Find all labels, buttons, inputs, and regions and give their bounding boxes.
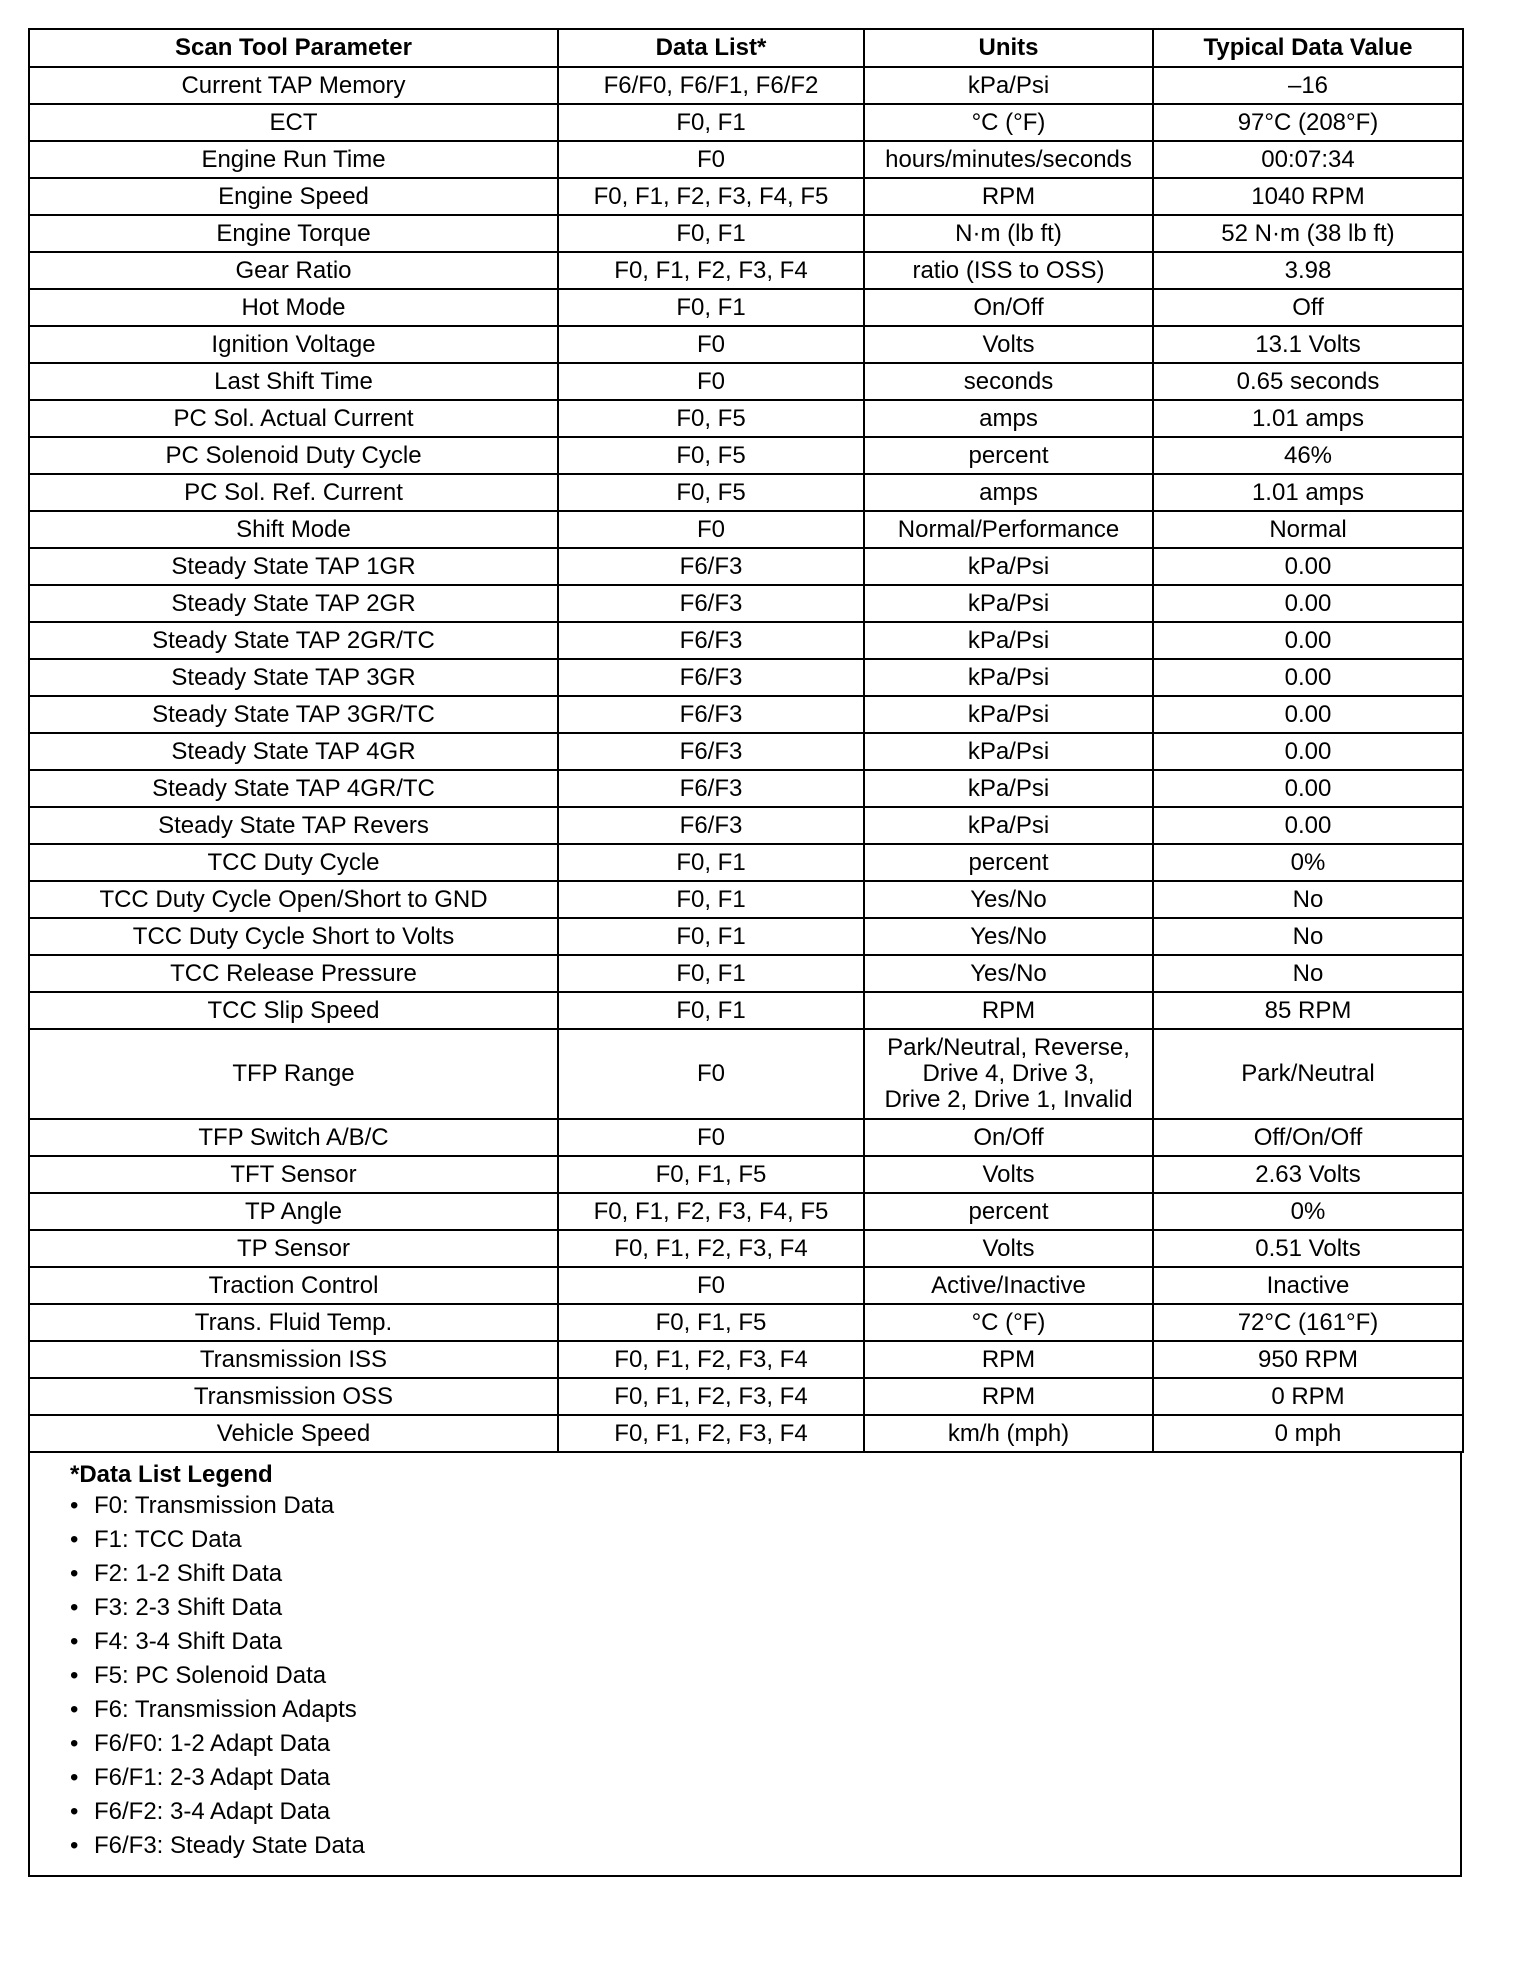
table-row: [29, 955, 1463, 992]
cell-data-list: F0, F1, F2, F3, F4: [558, 252, 864, 289]
cell-scan-tool-parameter: ECT: [29, 104, 558, 141]
cell-scan-tool-parameter: Gear Ratio: [29, 252, 558, 289]
cell-data-list: F6/F3: [558, 770, 864, 807]
cell-scan-tool-parameter: Steady State TAP 4GR: [29, 733, 558, 770]
cell-scan-tool-parameter: Shift Mode: [29, 511, 558, 548]
cell-scan-tool-parameter: Engine Torque: [29, 215, 558, 252]
table-row: [29, 1378, 1463, 1415]
cell-units: amps: [864, 474, 1153, 511]
cell-units: RPM: [864, 992, 1153, 1029]
table-row: [29, 548, 1463, 585]
cell-typical-data-value: 52 N·m (38 lb ft): [1153, 215, 1463, 252]
cell-data-list: F0, F1, F2, F3, F4, F5: [558, 178, 864, 215]
table-row: [29, 881, 1463, 918]
cell-scan-tool-parameter: TCC Slip Speed: [29, 992, 558, 1029]
cell-scan-tool-parameter: TCC Duty Cycle Short to Volts: [29, 918, 558, 955]
cell-typical-data-value: Inactive: [1153, 1267, 1463, 1304]
cell-data-list: F0: [558, 141, 864, 178]
cell-data-list: F0, F1, F5: [558, 1156, 864, 1193]
cell-scan-tool-parameter: TFP Range: [29, 1029, 558, 1119]
bullet-icon: •: [70, 1594, 79, 1621]
cell-units-line: Drive 2, Drive 1, Invalid: [884, 1086, 1133, 1113]
legend-item: [70, 1489, 1460, 1523]
cell-data-list: F0, F1, F2, F3, F4: [558, 1341, 864, 1378]
bullet-icon: •: [70, 1628, 79, 1655]
legend-item: [70, 1795, 1460, 1829]
cell-typical-data-value: 0.00: [1153, 733, 1463, 770]
cell-units: Volts: [864, 1156, 1153, 1193]
cell-data-list: F0, F5: [558, 400, 864, 437]
cell-typical-data-value: 0.51 Volts: [1153, 1230, 1463, 1267]
cell-typical-data-value: 46%: [1153, 437, 1463, 474]
bullet-icon: •: [70, 1696, 79, 1723]
cell-typical-data-value: No: [1153, 881, 1463, 918]
cell-typical-data-value: 0.65 seconds: [1153, 363, 1463, 400]
cell-data-list: F0, F1, F2, F3, F4: [558, 1378, 864, 1415]
cell-scan-tool-parameter: Traction Control: [29, 1267, 558, 1304]
cell-units: kPa/Psi: [864, 659, 1153, 696]
legend-item: [70, 1761, 1460, 1795]
bullet-icon: •: [70, 1560, 79, 1587]
cell-data-list: F0: [558, 511, 864, 548]
cell-units: kPa/Psi: [864, 548, 1153, 585]
cell-data-list: F0, F1: [558, 881, 864, 918]
table-row: [29, 1029, 1463, 1119]
cell-typical-data-value: No: [1153, 918, 1463, 955]
cell-units: kPa/Psi: [864, 696, 1153, 733]
legend-item-text: F6: Transmission Adapts: [94, 1696, 357, 1723]
cell-scan-tool-parameter: TP Sensor: [29, 1230, 558, 1267]
scan-tool-data-sheet: [28, 28, 1462, 1877]
cell-scan-tool-parameter: Ignition Voltage: [29, 326, 558, 363]
cell-units: hours/minutes/seconds: [864, 141, 1153, 178]
table-row: [29, 437, 1463, 474]
table-row: [29, 659, 1463, 696]
legend-item-text: F3: 2-3 Shift Data: [94, 1594, 283, 1621]
cell-scan-tool-parameter: Engine Speed: [29, 178, 558, 215]
cell-data-list: F0: [558, 1029, 864, 1119]
cell-units: Active/Inactive: [864, 1267, 1153, 1304]
cell-units-line: Park/Neutral, Reverse,: [887, 1034, 1130, 1061]
table-row: [29, 1415, 1463, 1452]
cell-data-list: F0, F5: [558, 474, 864, 511]
cell-typical-data-value: 0.00: [1153, 770, 1463, 807]
cell-data-list: F0, F1: [558, 955, 864, 992]
legend-item-text: F5: PC Solenoid Data: [94, 1662, 327, 1689]
data-list-legend: [28, 1453, 1462, 1877]
cell-units: kPa/Psi: [864, 622, 1153, 659]
cell-units: Yes/No: [864, 918, 1153, 955]
cell-typical-data-value: 3.98: [1153, 252, 1463, 289]
legend-title: *Data List Legend: [70, 1461, 273, 1488]
cell-units: Yes/No: [864, 955, 1153, 992]
table-row: [29, 696, 1463, 733]
cell-typical-data-value: 0.00: [1153, 622, 1463, 659]
legend-item-text: F6/F0: 1-2 Adapt Data: [94, 1730, 331, 1757]
cell-typical-data-value: 0.00: [1153, 807, 1463, 844]
header-units: Units: [864, 29, 1153, 67]
cell-data-list: F0: [558, 1119, 864, 1156]
cell-units: kPa/Psi: [864, 770, 1153, 807]
cell-units: Normal/Performance: [864, 511, 1153, 548]
cell-scan-tool-parameter: Steady State TAP 3GR: [29, 659, 558, 696]
cell-units: [864, 1029, 1153, 1119]
cell-units: kPa/Psi: [864, 733, 1153, 770]
cell-units: seconds: [864, 363, 1153, 400]
cell-units-line: Drive 4, Drive 3,: [922, 1060, 1095, 1087]
cell-data-list: F6/F3: [558, 696, 864, 733]
cell-units: °C (°F): [864, 104, 1153, 141]
cell-scan-tool-parameter: TFP Switch A/B/C: [29, 1119, 558, 1156]
legend-list: [70, 1489, 1460, 1863]
cell-data-list: F0: [558, 326, 864, 363]
bullet-icon: •: [70, 1730, 79, 1757]
table-row: [29, 585, 1463, 622]
legend-item-text: F2: 1-2 Shift Data: [94, 1560, 283, 1587]
cell-units: kPa/Psi: [864, 807, 1153, 844]
cell-data-list: F0, F1: [558, 289, 864, 326]
table-row: [29, 1230, 1463, 1267]
cell-typical-data-value: 0.00: [1153, 659, 1463, 696]
cell-typical-data-value: 00:07:34: [1153, 141, 1463, 178]
table-row: [29, 141, 1463, 178]
cell-units: ratio (ISS to OSS): [864, 252, 1153, 289]
table-row: [29, 770, 1463, 807]
scan-tool-data-table: [28, 28, 1464, 1453]
header-scan-tool-parameter: Scan Tool Parameter: [29, 29, 558, 67]
legend-item: [70, 1727, 1460, 1761]
cell-data-list: F0, F1, F2, F3, F4: [558, 1415, 864, 1452]
cell-scan-tool-parameter: Engine Run Time: [29, 141, 558, 178]
cell-scan-tool-parameter: Steady State TAP 2GR/TC: [29, 622, 558, 659]
table-row: [29, 511, 1463, 548]
cell-units: Volts: [864, 1230, 1153, 1267]
cell-data-list: F0, F1, F5: [558, 1304, 864, 1341]
legend-item-text: F0: Transmission Data: [94, 1492, 335, 1519]
table-row: [29, 363, 1463, 400]
cell-scan-tool-parameter: Steady State TAP 1GR: [29, 548, 558, 585]
cell-units: percent: [864, 1193, 1153, 1230]
bullet-icon: •: [70, 1764, 79, 1791]
table-row: [29, 622, 1463, 659]
legend-item: [70, 1829, 1460, 1863]
cell-scan-tool-parameter: TP Angle: [29, 1193, 558, 1230]
cell-typical-data-value: 950 RPM: [1153, 1341, 1463, 1378]
table-row: [29, 326, 1463, 363]
cell-scan-tool-parameter: Last Shift Time: [29, 363, 558, 400]
header-typical-data-value: Typical Data Value: [1153, 29, 1463, 67]
cell-data-list: F0, F1, F2, F3, F4, F5: [558, 1193, 864, 1230]
bullet-icon: •: [70, 1492, 79, 1519]
cell-data-list: F6/F3: [558, 622, 864, 659]
cell-scan-tool-parameter: TFT Sensor: [29, 1156, 558, 1193]
table-row: [29, 1119, 1463, 1156]
cell-data-list: F6/F3: [558, 807, 864, 844]
legend-item: [70, 1557, 1460, 1591]
table-row: [29, 1304, 1463, 1341]
cell-scan-tool-parameter: Current TAP Memory: [29, 67, 558, 104]
cell-scan-tool-parameter: Transmission OSS: [29, 1378, 558, 1415]
header-data-list: Data List*: [558, 29, 864, 67]
legend-item-text: F4: 3-4 Shift Data: [94, 1628, 283, 1655]
bullet-icon: •: [70, 1798, 79, 1825]
cell-typical-data-value: 0.00: [1153, 548, 1463, 585]
cell-scan-tool-parameter: PC Solenoid Duty Cycle: [29, 437, 558, 474]
cell-data-list: F6/F3: [558, 585, 864, 622]
cell-units: percent: [864, 844, 1153, 881]
table-header-row: [29, 29, 1463, 67]
table-row: [29, 992, 1463, 1029]
cell-units: N·m (lb ft): [864, 215, 1153, 252]
legend-item-text: F6/F1: 2-3 Adapt Data: [94, 1764, 331, 1791]
cell-scan-tool-parameter: PC Sol. Actual Current: [29, 400, 558, 437]
table-row: [29, 733, 1463, 770]
cell-typical-data-value: Off/On/Off: [1153, 1119, 1463, 1156]
cell-data-list: F6/F3: [558, 733, 864, 770]
table-row: [29, 252, 1463, 289]
cell-typical-data-value: 1.01 amps: [1153, 400, 1463, 437]
cell-scan-tool-parameter: Steady State TAP Revers: [29, 807, 558, 844]
cell-typical-data-value: 85 RPM: [1153, 992, 1463, 1029]
table-row: [29, 1156, 1463, 1193]
table-body: [29, 67, 1463, 1452]
legend-item: [70, 1523, 1460, 1557]
cell-units: amps: [864, 400, 1153, 437]
cell-data-list: F0, F5: [558, 437, 864, 474]
cell-data-list: F0: [558, 363, 864, 400]
table-row: [29, 289, 1463, 326]
cell-typical-data-value: 0.00: [1153, 696, 1463, 733]
cell-data-list: F0, F1: [558, 104, 864, 141]
cell-data-list: F0, F1: [558, 992, 864, 1029]
cell-data-list: F6/F0, F6/F1, F6/F2: [558, 67, 864, 104]
cell-units: °C (°F): [864, 1304, 1153, 1341]
table-row: [29, 104, 1463, 141]
cell-scan-tool-parameter: TCC Duty Cycle Open/Short to GND: [29, 881, 558, 918]
cell-units: Yes/No: [864, 881, 1153, 918]
cell-units: percent: [864, 437, 1153, 474]
cell-scan-tool-parameter: Hot Mode: [29, 289, 558, 326]
cell-data-list: F0: [558, 1267, 864, 1304]
cell-scan-tool-parameter: Trans. Fluid Temp.: [29, 1304, 558, 1341]
cell-units: Volts: [864, 326, 1153, 363]
cell-units: RPM: [864, 1341, 1153, 1378]
legend-item: [70, 1625, 1460, 1659]
cell-typical-data-value: 13.1 Volts: [1153, 326, 1463, 363]
cell-data-list: F6/F3: [558, 548, 864, 585]
table-row: [29, 178, 1463, 215]
cell-units: km/h (mph): [864, 1415, 1153, 1452]
cell-data-list: F0, F1: [558, 844, 864, 881]
cell-scan-tool-parameter: PC Sol. Ref. Current: [29, 474, 558, 511]
cell-units: RPM: [864, 178, 1153, 215]
table-row: [29, 474, 1463, 511]
cell-typical-data-value: Off: [1153, 289, 1463, 326]
cell-typical-data-value: 97°C (208°F): [1153, 104, 1463, 141]
cell-typical-data-value: Park/Neutral: [1153, 1029, 1463, 1119]
cell-data-list: F0, F1: [558, 918, 864, 955]
legend-item: [70, 1591, 1460, 1625]
cell-units: On/Off: [864, 289, 1153, 326]
cell-typical-data-value: 0.00: [1153, 585, 1463, 622]
cell-typical-data-value: 1.01 amps: [1153, 474, 1463, 511]
cell-typical-data-value: 0 mph: [1153, 1415, 1463, 1452]
cell-typical-data-value: 0 RPM: [1153, 1378, 1463, 1415]
table-row: [29, 918, 1463, 955]
cell-units: RPM: [864, 1378, 1153, 1415]
cell-typical-data-value: 0%: [1153, 844, 1463, 881]
bullet-icon: •: [70, 1832, 79, 1859]
bullet-icon: •: [70, 1526, 79, 1553]
table-row: [29, 67, 1463, 104]
legend-item-text: F6/F2: 3-4 Adapt Data: [94, 1798, 331, 1825]
cell-scan-tool-parameter: Steady State TAP 3GR/TC: [29, 696, 558, 733]
cell-units: On/Off: [864, 1119, 1153, 1156]
legend-item-text: F1: TCC Data: [94, 1526, 242, 1553]
bullet-icon: •: [70, 1662, 79, 1689]
cell-typical-data-value: –16: [1153, 67, 1463, 104]
table-row: [29, 400, 1463, 437]
cell-typical-data-value: 1040 RPM: [1153, 178, 1463, 215]
cell-typical-data-value: Normal: [1153, 511, 1463, 548]
table-row: [29, 807, 1463, 844]
cell-units: kPa/Psi: [864, 585, 1153, 622]
cell-scan-tool-parameter: Vehicle Speed: [29, 1415, 558, 1452]
cell-data-list: F6/F3: [558, 659, 864, 696]
cell-scan-tool-parameter: Steady State TAP 2GR: [29, 585, 558, 622]
table-row: [29, 215, 1463, 252]
table-row: [29, 1193, 1463, 1230]
legend-item-text: F6/F3: Steady State Data: [94, 1832, 365, 1859]
cell-typical-data-value: 0%: [1153, 1193, 1463, 1230]
table-row: [29, 1267, 1463, 1304]
cell-typical-data-value: No: [1153, 955, 1463, 992]
cell-typical-data-value: 2.63 Volts: [1153, 1156, 1463, 1193]
cell-data-list: F0, F1: [558, 215, 864, 252]
cell-scan-tool-parameter: TCC Release Pressure: [29, 955, 558, 992]
table-row: [29, 1341, 1463, 1378]
cell-data-list: F0, F1, F2, F3, F4: [558, 1230, 864, 1267]
cell-scan-tool-parameter: TCC Duty Cycle: [29, 844, 558, 881]
table-row: [29, 844, 1463, 881]
legend-item: [70, 1659, 1460, 1693]
cell-scan-tool-parameter: Steady State TAP 4GR/TC: [29, 770, 558, 807]
cell-scan-tool-parameter: Transmission ISS: [29, 1341, 558, 1378]
cell-units: kPa/Psi: [864, 67, 1153, 104]
legend-item: [70, 1693, 1460, 1727]
cell-typical-data-value: 72°C (161°F): [1153, 1304, 1463, 1341]
